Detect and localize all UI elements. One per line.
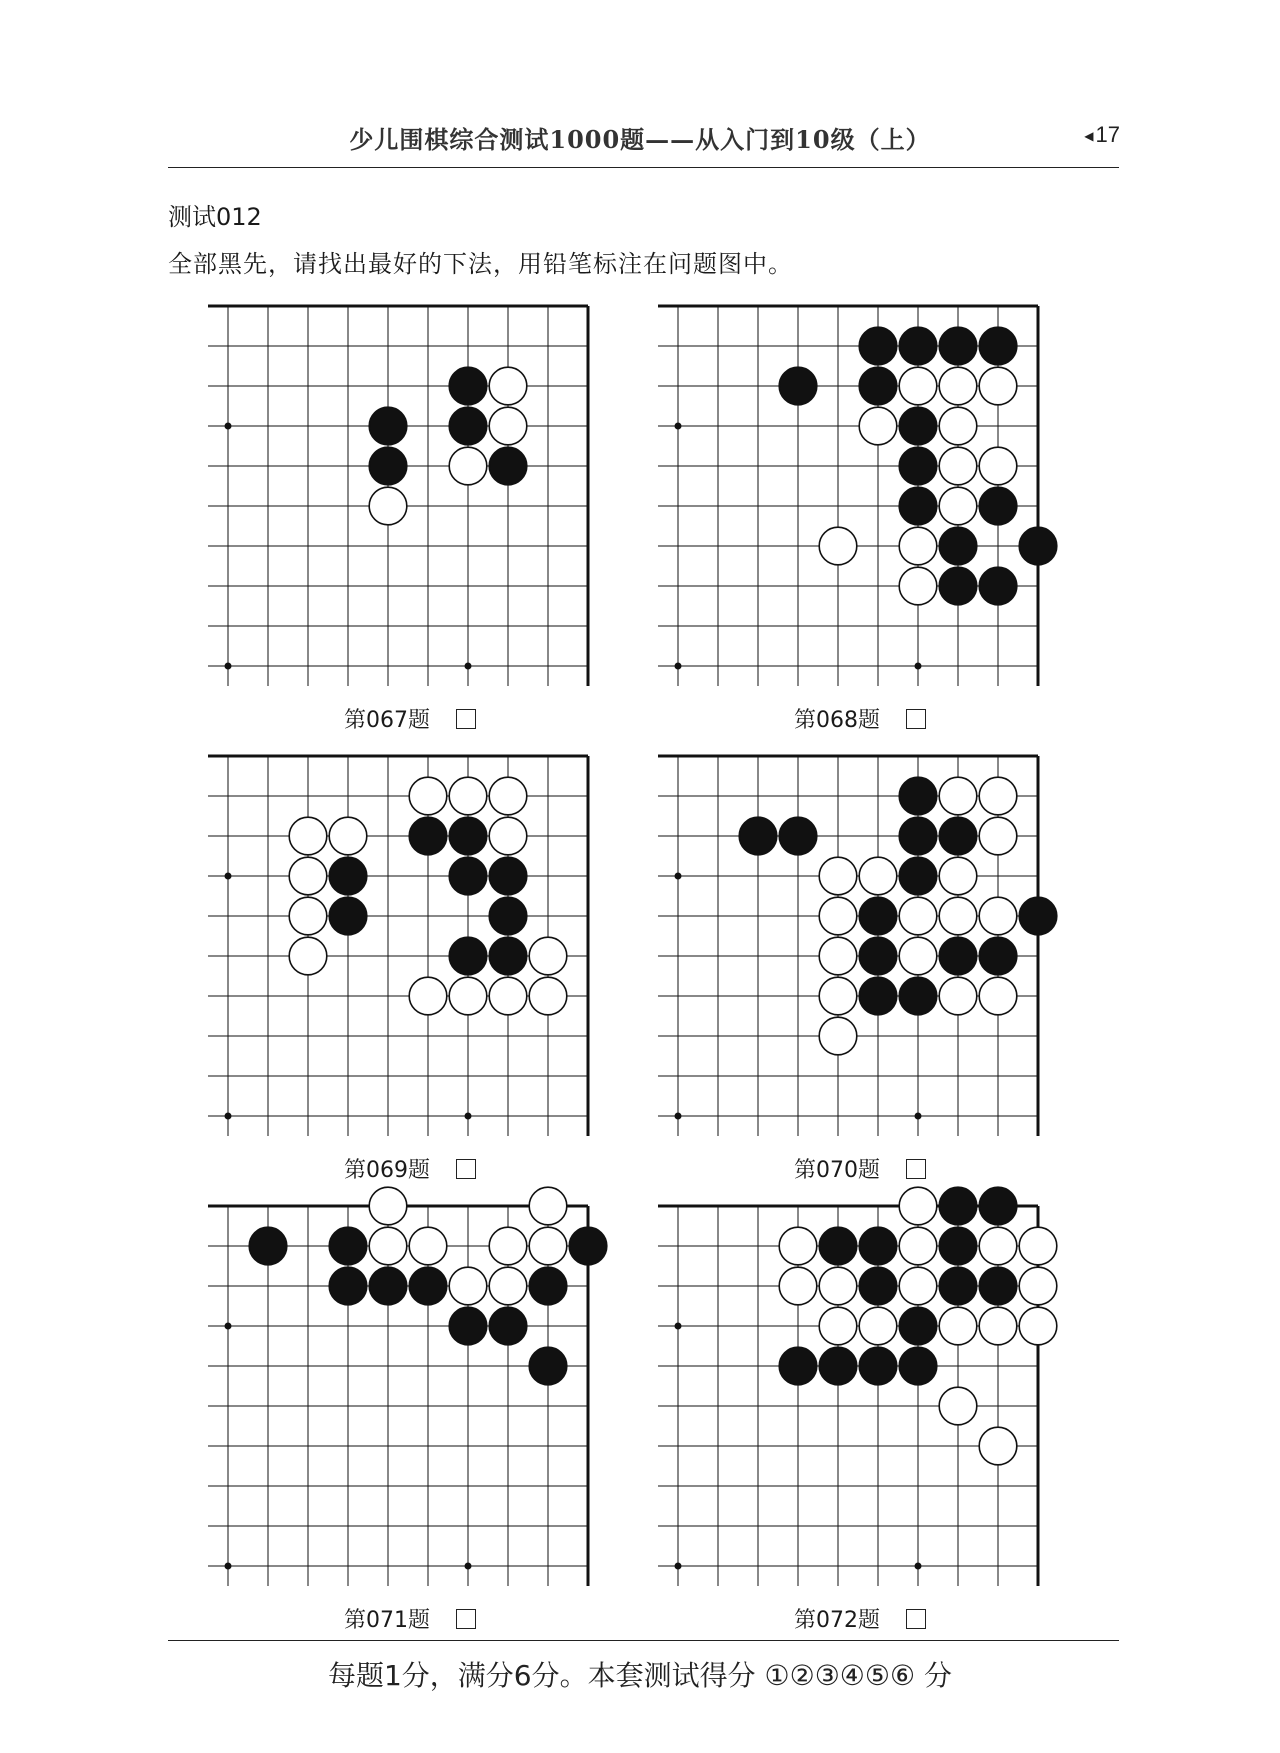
test-title: 测试012	[168, 203, 262, 231]
white-stone[interactable]	[979, 897, 1017, 935]
white-stone[interactable]	[289, 817, 327, 855]
black-stone[interactable]	[859, 327, 897, 365]
problem-label: 第070题	[794, 1158, 880, 1183]
star-point	[675, 1323, 682, 1330]
white-stone[interactable]	[979, 1227, 1017, 1265]
white-stone[interactable]	[489, 977, 527, 1015]
star-point	[225, 663, 232, 670]
instruction-text: 全部黑先，请找出最好的下法，用铅笔标注在问题图中。	[168, 250, 793, 278]
star-point	[465, 1113, 472, 1120]
black-stone[interactable]	[899, 817, 937, 855]
white-stone[interactable]	[899, 567, 937, 605]
black-stone[interactable]	[779, 817, 817, 855]
black-stone[interactable]	[329, 897, 367, 935]
black-stone[interactable]	[1019, 897, 1057, 935]
white-stone[interactable]	[819, 1017, 857, 1055]
problem-071-caption	[344, 1603, 476, 1634]
white-stone[interactable]	[529, 1227, 567, 1265]
board-grid	[208, 756, 588, 1136]
black-stone[interactable]	[329, 1267, 367, 1305]
board-grid	[658, 1206, 1038, 1586]
white-stone[interactable]	[939, 487, 977, 525]
white-stone[interactable]	[899, 1267, 937, 1305]
white-stone[interactable]	[819, 937, 857, 975]
star-point	[675, 1113, 682, 1120]
book-title: 少儿围棋综合测试1000题——从入门到10级（上）	[349, 125, 931, 154]
black-stone[interactable]	[939, 327, 977, 365]
star-point	[675, 1563, 682, 1570]
black-stone[interactable]	[899, 777, 937, 815]
white-stone[interactable]	[939, 1307, 977, 1345]
white-stone[interactable]	[329, 817, 367, 855]
page-marker-icon: ◀	[1084, 129, 1094, 144]
black-stone[interactable]	[859, 1227, 897, 1265]
white-stone[interactable]	[369, 1187, 407, 1225]
answer-checkbox[interactable]	[456, 1609, 476, 1629]
white-stone[interactable]	[819, 977, 857, 1015]
black-stone[interactable]	[819, 1227, 857, 1265]
problem-070-caption	[794, 1153, 926, 1184]
star-point	[915, 1113, 922, 1120]
black-stone[interactable]	[369, 447, 407, 485]
black-stone[interactable]	[979, 567, 1017, 605]
star-point	[915, 663, 922, 670]
black-stone[interactable]	[449, 817, 487, 855]
white-stone[interactable]	[939, 857, 977, 895]
problem-069-board[interactable]	[220, 748, 640, 1148]
answer-checkbox[interactable]	[906, 709, 926, 729]
white-stone[interactable]	[979, 777, 1017, 815]
white-stone[interactable]	[939, 447, 977, 485]
star-point	[225, 1563, 232, 1570]
problem-069-caption	[344, 1153, 476, 1184]
black-stone[interactable]	[449, 1307, 487, 1345]
white-stone[interactable]	[529, 1187, 567, 1225]
star-point	[225, 1323, 232, 1330]
star-point	[675, 663, 682, 670]
black-stone[interactable]	[489, 897, 527, 935]
black-stone[interactable]	[859, 977, 897, 1015]
black-stone[interactable]	[979, 1187, 1017, 1225]
white-stone[interactable]	[449, 977, 487, 1015]
white-stone[interactable]	[449, 777, 487, 815]
white-stone[interactable]	[819, 527, 857, 565]
black-stone[interactable]	[859, 1347, 897, 1385]
star-point	[675, 423, 682, 430]
black-stone[interactable]	[409, 1267, 447, 1305]
white-stone[interactable]	[819, 1267, 857, 1305]
black-stone[interactable]	[449, 407, 487, 445]
white-stone[interactable]	[979, 367, 1017, 405]
header-rule	[168, 167, 1119, 168]
black-stone[interactable]	[899, 1347, 937, 1385]
white-stone[interactable]	[489, 407, 527, 445]
star-point	[225, 423, 232, 430]
white-stone[interactable]	[489, 1227, 527, 1265]
black-stone[interactable]	[369, 1267, 407, 1305]
problem-067-caption	[344, 703, 476, 734]
white-stone[interactable]	[289, 937, 327, 975]
white-stone[interactable]	[409, 777, 447, 815]
white-stone[interactable]	[939, 1387, 977, 1425]
black-stone[interactable]	[939, 1267, 977, 1305]
white-stone[interactable]	[979, 1307, 1017, 1345]
problem-label: 第069题	[344, 1158, 430, 1183]
white-stone[interactable]	[409, 977, 447, 1015]
star-point	[915, 1563, 922, 1570]
black-stone[interactable]	[739, 817, 777, 855]
problem-label: 第068题	[794, 708, 880, 733]
white-stone[interactable]	[369, 1227, 407, 1265]
black-stone[interactable]	[449, 367, 487, 405]
scoring-line: 每题1分，满分6分。本套测试得分 ①②③④⑤⑥ 分	[327, 1659, 953, 1692]
black-stone[interactable]	[939, 567, 977, 605]
problem-068-board[interactable]	[670, 298, 1090, 698]
white-stone[interactable]	[939, 977, 977, 1015]
white-stone[interactable]	[939, 897, 977, 935]
white-stone[interactable]	[779, 1227, 817, 1265]
white-stone[interactable]	[899, 1227, 937, 1265]
black-stone[interactable]	[569, 1227, 607, 1265]
problem-071-board[interactable]	[220, 1198, 640, 1598]
black-stone[interactable]	[899, 447, 937, 485]
black-stone[interactable]	[939, 1187, 977, 1225]
black-stone[interactable]	[979, 327, 1017, 365]
white-stone[interactable]	[489, 367, 527, 405]
black-stone[interactable]	[489, 447, 527, 485]
problem-072-caption	[794, 1603, 926, 1634]
white-stone[interactable]	[819, 857, 857, 895]
black-stone[interactable]	[899, 487, 937, 525]
black-stone[interactable]	[449, 857, 487, 895]
white-stone[interactable]	[369, 487, 407, 525]
black-stone[interactable]	[899, 857, 937, 895]
black-stone[interactable]	[529, 1347, 567, 1385]
star-point	[465, 663, 472, 670]
white-stone[interactable]	[449, 447, 487, 485]
white-stone[interactable]	[979, 447, 1017, 485]
black-stone[interactable]	[819, 1347, 857, 1385]
problem-072-board[interactable]	[670, 1198, 1090, 1598]
white-stone[interactable]	[979, 817, 1017, 855]
black-stone[interactable]	[489, 937, 527, 975]
white-stone[interactable]	[1019, 1267, 1057, 1305]
page-number-text: 17	[1095, 122, 1120, 147]
black-stone[interactable]	[369, 407, 407, 445]
white-stone[interactable]	[529, 937, 567, 975]
white-stone[interactable]	[289, 897, 327, 935]
black-stone[interactable]	[899, 407, 937, 445]
board-grid	[658, 306, 1038, 686]
star-point	[225, 1113, 232, 1120]
problem-070-board[interactable]	[670, 748, 1090, 1148]
black-stone[interactable]	[529, 1267, 567, 1305]
problem-067-board[interactable]	[220, 298, 640, 698]
white-stone[interactable]	[859, 857, 897, 895]
black-stone[interactable]	[899, 327, 937, 365]
answer-checkbox[interactable]	[456, 1159, 476, 1179]
black-stone[interactable]	[409, 817, 447, 855]
white-stone[interactable]	[939, 367, 977, 405]
white-stone[interactable]	[489, 817, 527, 855]
white-stone[interactable]	[289, 857, 327, 895]
problem-label: 第072题	[794, 1608, 880, 1633]
black-stone[interactable]	[779, 1347, 817, 1385]
black-stone[interactable]	[859, 897, 897, 935]
white-stone[interactable]	[859, 407, 897, 445]
black-stone[interactable]	[979, 1267, 1017, 1305]
white-stone[interactable]	[449, 1267, 487, 1305]
footer-rule	[168, 1640, 1119, 1641]
white-stone[interactable]	[979, 977, 1017, 1015]
black-stone[interactable]	[899, 977, 937, 1015]
black-stone[interactable]	[859, 1267, 897, 1305]
black-stone[interactable]	[939, 937, 977, 975]
star-point	[225, 873, 232, 880]
black-stone[interactable]	[329, 857, 367, 895]
white-stone[interactable]	[939, 407, 977, 445]
answer-checkbox[interactable]	[906, 1159, 926, 1179]
white-stone[interactable]	[899, 527, 937, 565]
black-stone[interactable]	[859, 367, 897, 405]
black-stone[interactable]	[1019, 527, 1057, 565]
black-stone[interactable]	[489, 1307, 527, 1345]
black-stone[interactable]	[899, 1307, 937, 1345]
white-stone[interactable]	[1019, 1227, 1057, 1265]
black-stone[interactable]	[939, 527, 977, 565]
black-stone[interactable]	[329, 1227, 367, 1265]
white-stone[interactable]	[779, 1267, 817, 1305]
white-stone[interactable]	[529, 977, 567, 1015]
black-stone[interactable]	[939, 817, 977, 855]
white-stone[interactable]	[859, 1307, 897, 1345]
white-stone[interactable]	[899, 937, 937, 975]
problem-068-caption	[794, 703, 926, 734]
star-point	[465, 1563, 472, 1570]
white-stone[interactable]	[979, 1427, 1017, 1465]
problem-label: 第071题	[344, 1608, 430, 1633]
white-stone[interactable]	[819, 897, 857, 935]
white-stone[interactable]	[489, 1267, 527, 1305]
white-stone[interactable]	[899, 367, 937, 405]
star-point	[675, 873, 682, 880]
black-stone[interactable]	[779, 367, 817, 405]
answer-checkbox[interactable]	[906, 1609, 926, 1629]
white-stone[interactable]	[939, 777, 977, 815]
white-stone[interactable]	[409, 1227, 447, 1265]
white-stone[interactable]	[1019, 1307, 1057, 1345]
black-stone[interactable]	[859, 937, 897, 975]
page-number	[1084, 122, 1120, 148]
black-stone[interactable]	[979, 487, 1017, 525]
black-stone[interactable]	[249, 1227, 287, 1265]
white-stone[interactable]	[899, 1187, 937, 1225]
black-stone[interactable]	[939, 1227, 977, 1265]
white-stone[interactable]	[489, 777, 527, 815]
answer-checkbox[interactable]	[456, 709, 476, 729]
black-stone[interactable]	[979, 937, 1017, 975]
black-stone[interactable]	[449, 937, 487, 975]
problem-label: 第067题	[344, 708, 430, 733]
white-stone[interactable]	[899, 897, 937, 935]
black-stone[interactable]	[489, 857, 527, 895]
white-stone[interactable]	[819, 1307, 857, 1345]
